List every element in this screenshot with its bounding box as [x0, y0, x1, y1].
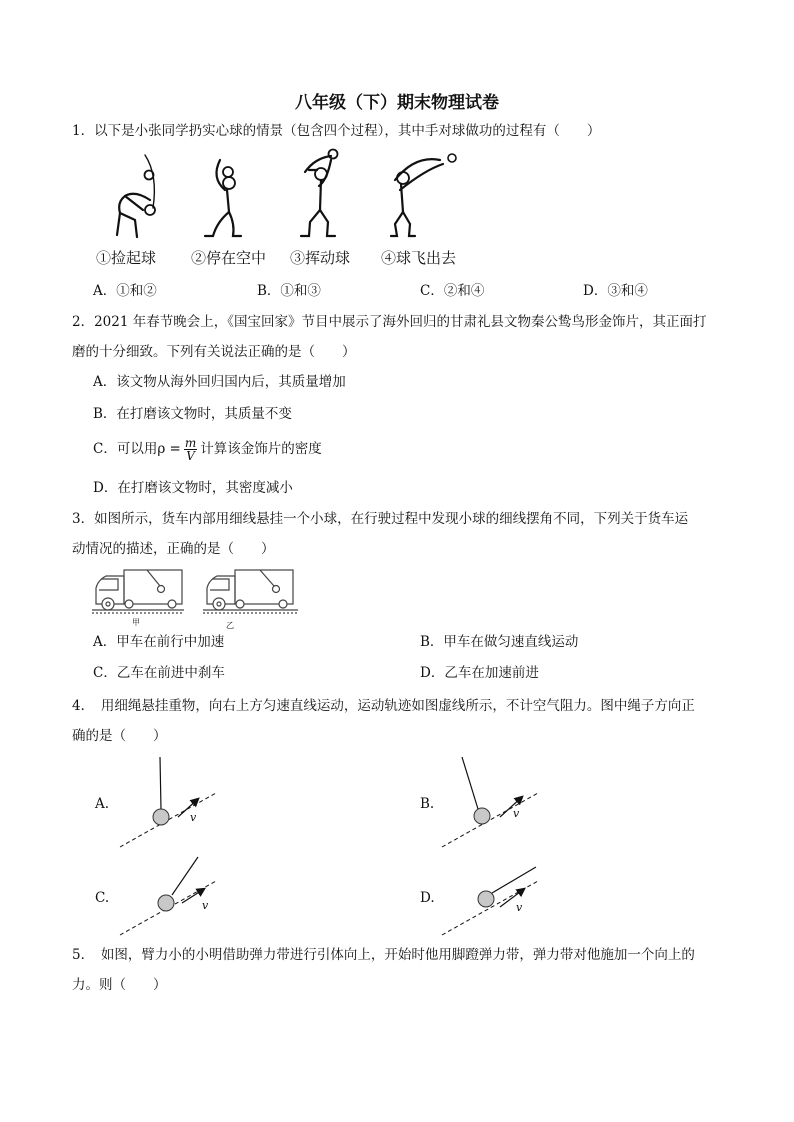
velocity-label: v [513, 807, 520, 820]
figure-swing-ball [301, 150, 338, 237]
velocity-label: v [190, 811, 197, 824]
q1-option-a[interactable]: A．①和② [93, 283, 157, 299]
q4-stem-line1: 4． 用细绳悬挂重物，向右上方匀速直线运动，运动轨迹如图虚线所示，不计空气阻力。图中绳子方向正 [72, 698, 695, 714]
q1-figure [95, 150, 495, 245]
q2-stem-line2: 磨的十分细致。下列有关说法正确的是（ ） [72, 344, 356, 360]
q2-option-c[interactable] [93, 433, 322, 465]
q4-option-d-label[interactable]: D. [420, 890, 435, 906]
q4-option-c-label[interactable]: C. [95, 890, 110, 906]
truck-a-label: 甲 [132, 618, 140, 627]
q3-option-a[interactable]: A．甲车在前行中加速 [93, 634, 225, 650]
q1-caption-4: ④球飞出去 [381, 249, 457, 267]
q5-stem-line1: 5． 如图，臂力小的小明借助弹力带进行引体向上，开始时他用脚蹬弹力带，弹力带对他施加一个向上的 [72, 947, 695, 963]
q3-stem-line2: 动情况的描述，正确的是（ ） [72, 541, 275, 557]
velocity-label: v [516, 901, 523, 914]
figure-hold-ball [205, 160, 241, 236]
q1-caption-1: ①捡起球 [96, 249, 157, 267]
q2-stem-line1: 2．2021 年春节晚会上，《国宝回家》节目中展示了海外回归的甘肃礼县文物秦公鸷鸟形金饰片，其正面打 [72, 314, 707, 330]
q1-option-d[interactable]: D．③和④ [583, 283, 648, 299]
q4-option-b-label[interactable]: B. [420, 796, 435, 812]
q4-figure-d [440, 855, 540, 940]
velocity-label: v [202, 899, 209, 912]
q1-option-c[interactable]: C．②和④ [420, 283, 485, 299]
q2-option-c-suffix: 计算该金饰片的密度 [200, 441, 322, 457]
truck-b-label: 乙 [226, 621, 234, 630]
q2-option-d[interactable]: D．在打磨该文物时，其密度减小 [93, 480, 293, 496]
figure-throw-ball [391, 154, 456, 236]
truck-a [92, 570, 184, 613]
q4-figure-a [118, 755, 218, 855]
q1-option-b[interactable]: B．①和③ [257, 283, 321, 299]
q3-truck-figure [92, 562, 302, 630]
q4-stem-line2: 确的是（ ） [72, 728, 167, 744]
q4-option-a-label[interactable]: A. [95, 796, 110, 812]
q3-option-c[interactable]: C．乙车在前进中刹车 [93, 665, 225, 681]
q3-option-d[interactable]: D．乙车在加速前进 [420, 665, 539, 681]
q2-option-b[interactable]: B．在打磨该文物时，其质量不变 [93, 406, 292, 422]
q4-figure-c [118, 855, 218, 940]
q4-figure-b [440, 755, 540, 855]
fraction-numerator: m [184, 436, 197, 450]
page-title: 八年级（下）期末物理试卷 [295, 93, 499, 113]
q1-stem: 1．以下是小张同学扔实心球的情景（包含四个过程），其中手对球做功的过程有（ ） [72, 123, 601, 139]
q5-stem-line2: 力。则（ ） [72, 977, 167, 993]
figure-pick-up-ball [117, 155, 155, 237]
q3-option-b[interactable]: B．甲车在做匀速直线运动 [420, 634, 579, 650]
truck-b [203, 570, 298, 613]
fraction-denominator: V [186, 449, 195, 463]
q2-option-c-prefix: C．可以用ρ = [93, 441, 181, 457]
q3-stem-line1: 3．如图所示，货车内部用细线悬挂一个小球，在行驶过程中发现小球的细线摆角不同，下列关于货车运 [72, 511, 689, 527]
density-fraction [184, 437, 197, 462]
q1-caption-3: ③挥动球 [290, 249, 351, 267]
q1-caption-2: ②停在空中 [191, 249, 267, 267]
q2-option-a[interactable]: A．该文物从海外回归国内后，其质量增加 [93, 374, 346, 390]
